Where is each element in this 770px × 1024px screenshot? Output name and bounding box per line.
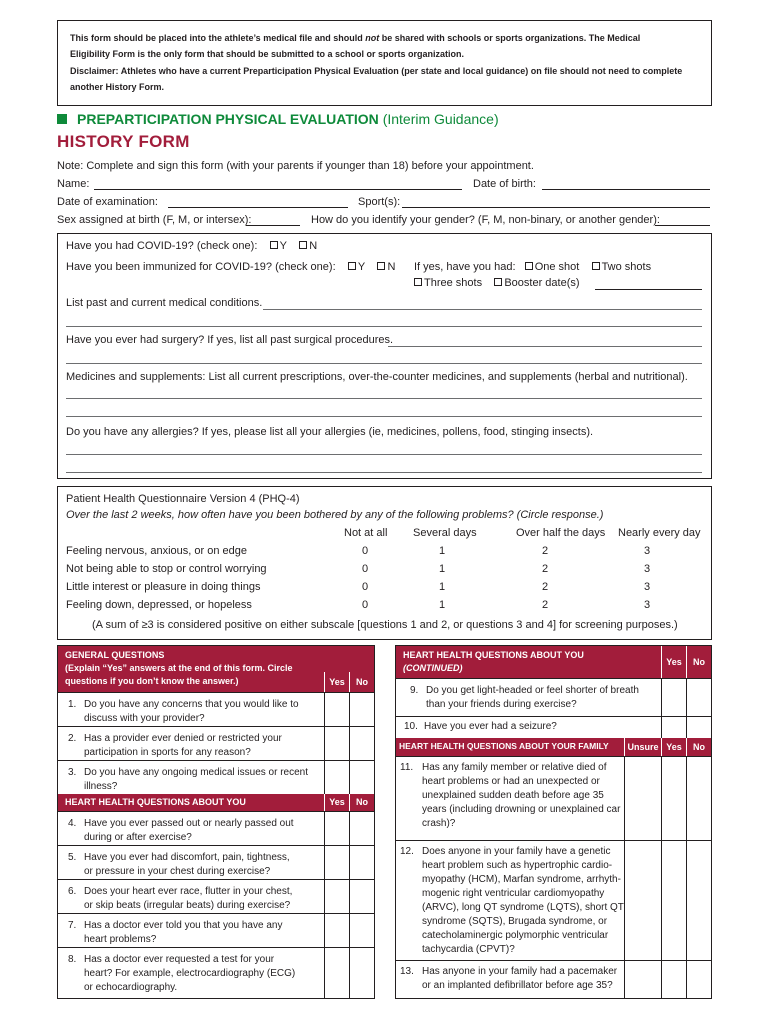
phq-footnote: (A sum of ≥3 is considered positive on either subscale [questions 1 and 2, or questions 3 and 4] for screening purposes.)	[92, 619, 678, 631]
sports-label: Sport(s):	[358, 196, 401, 208]
heart-continued-header	[396, 646, 711, 678]
heart-about-you-header	[58, 794, 374, 811]
yes-header: Yes	[661, 738, 686, 756]
q10-yes-cell[interactable]	[661, 717, 686, 738]
phq-response-option[interactable]: 0	[362, 599, 369, 611]
phq-response-option[interactable]: 1	[439, 545, 446, 557]
q2-yes-cell[interactable]	[324, 727, 349, 760]
no-header: No	[349, 672, 374, 692]
q3-no-cell[interactable]	[349, 761, 374, 794]
q5-yes-cell[interactable]	[324, 846, 349, 879]
q12-yes-cell[interactable]	[661, 841, 686, 960]
gender-label: How do you identify your gender? (F, M, non-binary, or another gender):	[311, 214, 660, 226]
surgery-label: Have you ever had surgery? If yes, list all past surgical procedures.	[66, 334, 394, 346]
phq-response-option[interactable]: 3	[644, 581, 651, 593]
q3-yes-cell[interactable]	[324, 761, 349, 794]
q13-unsure-cell[interactable]	[624, 961, 661, 998]
yes-header: Yes	[324, 672, 349, 692]
notice-box	[57, 20, 712, 106]
q5-no-cell[interactable]	[349, 846, 374, 879]
phq-response-option[interactable]: 3	[644, 545, 651, 557]
covid-had-no-checkbox[interactable]	[299, 241, 307, 249]
sex-label: Sex assigned at birth (F, M, or intersex):	[57, 214, 252, 226]
q11-unsure-cell[interactable]	[624, 757, 661, 840]
question-row: 11. Has any family member or relative died of heart problems or had an unexpected or unexplained sudden death before age 35 years (including drowning or unexplained car crash)?	[396, 756, 711, 840]
medicines-label: Medicines and supplements: List all current prescriptions, over-the-counter medicines, and supplements (herbal and nutritional).	[66, 371, 688, 383]
heart-about-you-title: HEART HEALTH QUESTIONS ABOUT YOU	[65, 797, 246, 807]
shots-options-2: Three shots Booster date(s)	[414, 277, 580, 289]
booster-date-field[interactable]	[595, 280, 702, 290]
dob-label: Date of birth:	[473, 178, 536, 190]
sex-field[interactable]	[246, 216, 300, 226]
phq-column-header: Over half the days	[516, 527, 606, 539]
q11-yes-cell[interactable]	[661, 757, 686, 840]
phq-response-option[interactable]: 2	[542, 545, 549, 557]
phq4-box	[57, 486, 712, 640]
q10-no-cell[interactable]	[686, 717, 711, 738]
q1-yes-cell[interactable]	[324, 693, 349, 726]
question-row: 9. Do you get light-headed or feel shorter of breath than your friends during exercise?	[396, 678, 711, 716]
three-shots-checkbox[interactable]	[414, 278, 422, 286]
general-title: GENERAL QUESTIONS	[65, 650, 165, 660]
phq-title: Patient Health Questionnaire Version 4 (PHQ-4)	[66, 493, 300, 505]
phq-row-label: Feeling down, depressed, or hopeless	[66, 599, 252, 611]
phq-response-option[interactable]: 1	[439, 599, 446, 611]
medicines-line[interactable]	[66, 398, 702, 399]
q6-yes-cell[interactable]	[324, 880, 349, 913]
shots-options: If yes, have you had: One shot Two shots	[414, 261, 652, 273]
question-row: 2. Has a provider ever denied or restricted your participation in sports for any reason?	[58, 726, 374, 760]
question-row: 8. Has a doctor ever requested a test for your heart? For example, electrocardiography (ECG) or echocardiography.	[58, 947, 374, 998]
general-questions-table	[57, 645, 375, 999]
covid-immunized-question: Have you been immunized for COVID-19? (check one): Y N	[66, 261, 396, 273]
question-row: 4. Have you ever passed out or nearly passed out during or after exercise?	[58, 811, 374, 845]
allergies-label: Do you have any allergies? If yes, please list all your allergies (ie, medicines, pollens, food, stinging insects).	[66, 426, 594, 438]
phq-column-header: Nearly every day	[618, 527, 701, 539]
phq-response-option[interactable]: 3	[644, 599, 651, 611]
family-title: HEART HEALTH QUESTIONS ABOUT YOUR FAMILY	[399, 741, 609, 751]
q11-no-cell[interactable]	[686, 757, 711, 840]
question-row: 10. Have you ever had a seizure?	[396, 716, 711, 738]
q9-no-cell[interactable]	[686, 679, 711, 716]
q13-yes-cell[interactable]	[661, 961, 686, 998]
covid-imm-no-checkbox[interactable]	[377, 262, 385, 270]
general-title-note: (Explain “Yes” answers at the end of this form. Circle	[65, 663, 293, 673]
dob-field[interactable]	[542, 180, 710, 190]
conditions-line[interactable]	[263, 309, 702, 310]
q2-no-cell[interactable]	[349, 727, 374, 760]
form-title: HISTORY FORM	[57, 132, 190, 151]
notice-line: Eligibility Form is the only form that should be submitted to a school or sports organization.	[70, 49, 465, 59]
phq-response-option[interactable]: 0	[362, 545, 369, 557]
heart-health-table	[395, 645, 712, 999]
question-row: 7. Has a doctor ever told you that you have any heart problems?	[58, 913, 374, 947]
question-row: 1. Do you have any concerns that you would like to discuss with your provider?	[58, 692, 374, 726]
conditions-label: List past and current medical conditions.	[66, 297, 263, 309]
question-row: 12. Does anyone in your family have a genetic heart problem such as hypertrophic cardio- myopathy (HCM), Marfan syndrome, arrhyth- mogenic right ventricular cardiomyopathy (ARVC), long QT syndrome (LQTS), short QT syndrome (SQTS), Brugada syndrome, or catecholaminergic polymorphic ventricular tachycardia (CPVT)?	[396, 840, 711, 960]
q12-no-cell[interactable]	[686, 841, 711, 960]
general-questions-header	[58, 646, 374, 692]
covid-had-yes-checkbox[interactable]	[270, 241, 278, 249]
q9-yes-cell[interactable]	[661, 679, 686, 716]
notice-line: This form should be placed into the athlete’s medical file and should not be shared with schools or sports organizations. The Medical	[70, 33, 641, 43]
q4-no-cell[interactable]	[349, 812, 374, 845]
phq-subtitle: Over the last 2 weeks, how often have you been bothered by any of the following problems? (Circle response.)	[66, 509, 604, 521]
general-title-note: questions if you don’t know the answer.)	[65, 676, 239, 686]
disclaimer-line: Disclaimer: Athletes who have a current Preparticipation Physical Evaluation (per state and local guidance) on file should not need to complete	[70, 66, 683, 76]
phq-response-option[interactable]: 2	[542, 581, 549, 593]
q12-unsure-cell[interactable]	[624, 841, 661, 960]
two-shots-checkbox[interactable]	[592, 262, 600, 270]
sports-field[interactable]	[402, 198, 710, 208]
yes-header: Yes	[661, 646, 686, 678]
disclaimer-line: another History Form.	[70, 82, 165, 92]
family-header	[396, 738, 711, 756]
question-row: 13. Has anyone in your family had a pacemaker or an implanted defibrillator before age 35?	[396, 960, 711, 998]
surgery-line[interactable]	[66, 363, 702, 364]
phq-row-label: Feeling nervous, anxious, or on edge	[66, 545, 248, 557]
phq-response-option[interactable]: 1	[439, 581, 446, 593]
phq-column-header: Not at all	[344, 527, 388, 539]
yes-header: Yes	[324, 794, 349, 811]
note-text: Note: Complete and sign this form (with your parents if younger than 18) before your appointment.	[57, 160, 534, 172]
phq-response-option[interactable]: 1	[439, 563, 446, 575]
medicines-line[interactable]	[66, 416, 702, 417]
square-bullet-icon	[57, 114, 67, 124]
gender-field[interactable]	[655, 216, 710, 226]
allergies-line[interactable]	[66, 472, 702, 473]
no-header: No	[686, 738, 711, 756]
booster-checkbox[interactable]	[494, 278, 502, 286]
medical-history-box	[57, 233, 712, 479]
question-row: 3. Do you have any ongoing medical issues or recent illness?	[58, 760, 374, 794]
covid-imm-yes-checkbox[interactable]	[348, 262, 356, 270]
phq-response-option[interactable]: 0	[362, 563, 369, 575]
no-header: No	[686, 646, 711, 678]
phq-column-header: Several days	[413, 527, 477, 539]
ppe-title: PREPARTICIPATION PHYSICAL EVALUATION (Interim Guidance)	[57, 111, 499, 127]
q8-no-cell[interactable]	[349, 948, 374, 998]
unsure-header: Unsure	[624, 738, 661, 756]
exam-date-field[interactable]	[168, 198, 348, 208]
q13-no-cell[interactable]	[686, 961, 711, 998]
phq-row-label: Not being able to stop or control worrying	[66, 563, 267, 575]
phq-response-option[interactable]: 2	[542, 599, 549, 611]
phq-response-option[interactable]: 3	[644, 563, 651, 575]
continued-label: (CONTINUED)	[403, 663, 463, 673]
q7-no-cell[interactable]	[349, 914, 374, 947]
allergies-line[interactable]	[66, 454, 702, 455]
name-field[interactable]	[94, 180, 462, 190]
heart-continued-title: HEART HEALTH QUESTIONS ABOUT YOU	[403, 650, 584, 660]
one-shot-checkbox[interactable]	[525, 262, 533, 270]
conditions-line[interactable]	[66, 326, 702, 327]
phq-response-option[interactable]: 2	[542, 563, 549, 575]
covid-had-question: Have you had COVID-19? (check one): Y N	[66, 240, 318, 252]
q4-yes-cell[interactable]	[324, 812, 349, 845]
phq-response-option[interactable]: 0	[362, 581, 369, 593]
phq-row-label: Little interest or pleasure in doing things	[66, 581, 261, 593]
exam-date-label: Date of examination:	[57, 196, 158, 208]
surgery-line[interactable]	[388, 346, 702, 347]
q8-yes-cell[interactable]	[324, 948, 349, 998]
q7-yes-cell[interactable]	[324, 914, 349, 947]
name-label: Name:	[57, 178, 90, 190]
q6-no-cell[interactable]	[349, 880, 374, 913]
no-header: No	[349, 794, 374, 811]
q1-no-cell[interactable]	[349, 693, 374, 726]
question-row: 6. Does your heart ever race, flutter in your chest, or skip beats (irregular beats) during exercise?	[58, 879, 374, 913]
question-row: 5. Have you ever had discomfort, pain, tightness, or pressure in your chest during exercise?	[58, 845, 374, 879]
